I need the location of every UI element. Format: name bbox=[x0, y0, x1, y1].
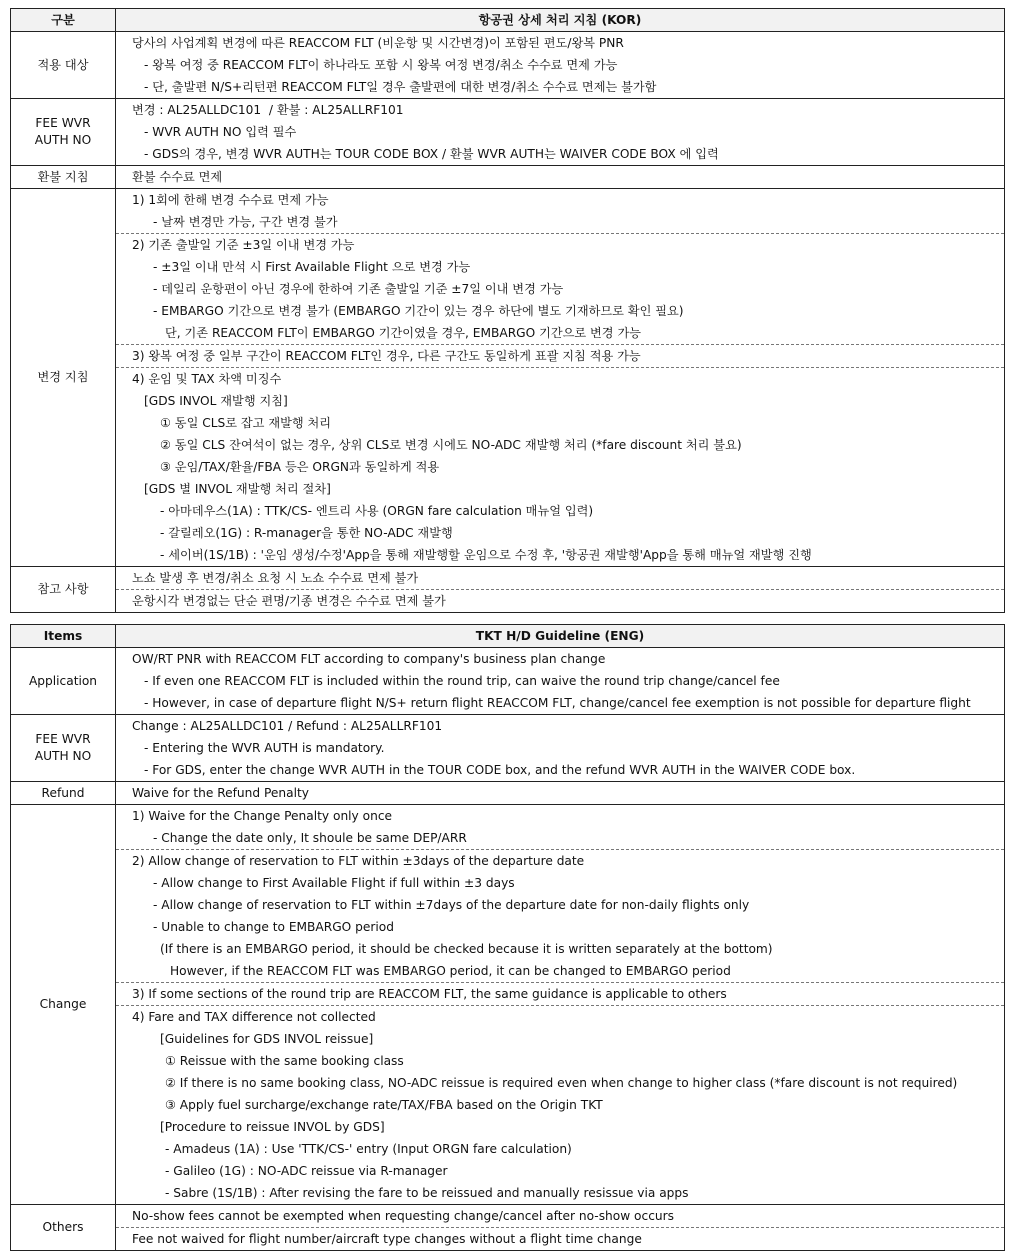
text-line: 노쇼 발생 후 변경/취소 요청 시 노쇼 수수료 면제 불가 bbox=[132, 571, 419, 585]
change-section-4 bbox=[116, 368, 1004, 566]
row-change bbox=[11, 189, 1004, 567]
text-line: - If even one REACCOM FLT is included within the round trip, can waive the round trip change/cancel fee bbox=[144, 674, 780, 688]
text-line: Fee not waived for flight number/aircraft type changes without a flight time change bbox=[132, 1232, 642, 1246]
change-section-2 bbox=[116, 234, 1004, 345]
text-line: 4) 운임 및 TAX 차액 미징수 bbox=[132, 372, 282, 386]
text-line: - Galileo (1G) : NO-ADC reissue via R-manager bbox=[165, 1164, 448, 1178]
text-line: 1) 1회에 한해 변경 수수료 면제 가능 bbox=[132, 193, 329, 207]
text-line: (If there is an EMBARGO period, it should be checked because it is written separately at the bottom) bbox=[160, 942, 773, 956]
text-line: ③ Apply fuel surcharge/exchange rate/TAX/FBA based on the Origin TKT bbox=[165, 1098, 603, 1112]
text-line: [GDS 별 INVOL 재발행 처리 절차] bbox=[144, 482, 331, 496]
text-line: - 아마데우스(1A) : TTK/CS- 엔트리 사용 (ORGN fare calculation 매뉴얼 입력) bbox=[160, 504, 594, 518]
text-line: - Entering the WVR AUTH is mandatory. bbox=[144, 741, 385, 755]
text-line: ② 동일 CLS 잔여석이 없는 경우, 상위 CLS로 변경 시에도 NO-ADC 재발행 처리 (*fare discount 처리 불요) bbox=[160, 438, 742, 452]
english-guideline-table bbox=[10, 624, 1005, 1251]
text-line: No-show fees cannot be exempted when requesting change/cancel after no-show occurs bbox=[132, 1209, 675, 1223]
row-others bbox=[11, 567, 1004, 612]
header-category: 구분 bbox=[11, 9, 116, 31]
text-line: ③ 운임/TAX/환율/FBA 등은 ORGN과 동일하게 적용 bbox=[160, 460, 440, 474]
row-content bbox=[116, 189, 1004, 566]
row-label: FEE WVR AUTH NO bbox=[11, 99, 116, 165]
text-line: - EMBARGO 기간으로 변경 불가 (EMBARGO 기간이 있는 경우 하단에 별도 기재하므로 확인 필요) bbox=[153, 304, 684, 318]
row-content bbox=[116, 782, 1004, 804]
text-line: 단, 기존 REACCOM FLT이 EMBARGO 기간이였을 경우, EMBARGO 기간으로 변경 가능 bbox=[165, 326, 642, 340]
change-section-3 bbox=[116, 345, 1004, 368]
row-label: 적용 대상 bbox=[11, 32, 116, 98]
text-line: - GDS의 경우, 변경 WVR AUTH는 TOUR CODE BOX / 환불 WVR AUTH는 WAIVER CODE BOX 에 입력 bbox=[144, 147, 719, 161]
text-line: - Sabre (1S/1B) : After revising the fare to be reissued and manually resissue via apps bbox=[165, 1186, 689, 1200]
korean-guideline-table bbox=[10, 8, 1005, 613]
row-content bbox=[116, 715, 1004, 781]
others-item bbox=[116, 1228, 1004, 1250]
row-label: Refund bbox=[11, 782, 116, 804]
row-fee-waiver bbox=[11, 99, 1004, 166]
row-application bbox=[11, 32, 1004, 99]
table-header bbox=[11, 625, 1004, 648]
row-label: 참고 사항 bbox=[11, 567, 116, 612]
text-line: - Change the date only, It shoule be same DEP/ARR bbox=[153, 831, 467, 845]
text-line: - 단, 출발편 N/S+리턴편 REACCOM FLT일 경우 출발편에 대한 변경/취소 수수료 면제는 불가함 bbox=[144, 80, 657, 94]
text-line: 3) If some sections of the round trip are REACCOM FLT, the same guidance is applicable to others bbox=[132, 987, 727, 1001]
text-line: 1) Waive for the Change Penalty only once bbox=[132, 809, 393, 823]
row-content bbox=[116, 32, 1004, 98]
change-section-1 bbox=[116, 189, 1004, 234]
text-line: - For GDS, enter the change WVR AUTH in the TOUR CODE box, and the refund WVR AUTH in the WAIVER CODE box. bbox=[144, 763, 856, 777]
row-content bbox=[116, 567, 1004, 612]
row-content bbox=[116, 1205, 1004, 1250]
row-label: Others bbox=[11, 1205, 116, 1250]
text-line: 2) Allow change of reservation to FLT within ±3days of the departure date bbox=[132, 854, 585, 868]
row-fee-waiver bbox=[11, 715, 1004, 782]
text-line: - 왕복 여정 중 REACCOM FLT이 하나라도 포함 시 왕복 여정 변경/취소 수수료 면제 가능 bbox=[144, 58, 618, 72]
row-content bbox=[116, 805, 1004, 1204]
text-line: - Allow change to First Available Flight if full within ±3 days bbox=[153, 876, 515, 890]
row-label: FEE WVR AUTH NO bbox=[11, 715, 116, 781]
row-application bbox=[11, 648, 1004, 715]
row-content bbox=[116, 166, 1004, 188]
header-title: 항공권 상세 처리 지침 (KOR) bbox=[478, 13, 642, 27]
text-line: Change : AL25ALLDC101 / Refund : AL25ALLRF101 bbox=[132, 719, 443, 733]
text-line: - Unable to change to EMBARGO period bbox=[153, 920, 394, 934]
text-line: However, if the REACCOM FLT was EMBARGO period, it can be changed to EMBARGO period bbox=[170, 964, 731, 978]
text-line: OW/RT PNR with REACCOM FLT according to company's business plan change bbox=[132, 652, 606, 666]
text-line: - 갈릴레오(1G) : R-manager을 통한 NO-ADC 재발행 bbox=[160, 526, 453, 540]
text-line: ① 동일 CLS로 잡고 재발행 처리 bbox=[160, 416, 332, 430]
text-line: Waive for the Refund Penalty bbox=[132, 786, 309, 800]
header-title: TKT H/D Guideline (ENG) bbox=[475, 629, 645, 643]
text-line: [Guidelines for GDS INVOL reissue] bbox=[160, 1032, 374, 1046]
row-label: Change bbox=[11, 805, 116, 1204]
change-section-4 bbox=[116, 1006, 1004, 1204]
text-line: 변경 : AL25ALLDC101 / 환불 : AL25ALLRF101 bbox=[132, 103, 404, 117]
text-line: 환불 수수료 면제 bbox=[132, 170, 223, 184]
change-section-1 bbox=[116, 805, 1004, 850]
others-item bbox=[116, 1205, 1004, 1228]
change-section-2 bbox=[116, 850, 1004, 983]
text-line: - 날짜 변경만 가능, 구간 변경 불가 bbox=[153, 215, 338, 229]
text-line: - Allow change of reservation to FLT within ±7days of the departure date for non-daily flights only bbox=[153, 898, 750, 912]
text-line: 4) Fare and TAX difference not collected bbox=[132, 1010, 376, 1024]
text-line: 3) 왕복 여정 중 일부 구간이 REACCOM FLT인 경우, 다른 구간도 동일하게 표괄 지침 적용 가능 bbox=[132, 349, 641, 363]
row-content bbox=[116, 648, 1004, 714]
row-label: Application bbox=[11, 648, 116, 714]
row-change bbox=[11, 805, 1004, 1205]
text-line: 당사의 사업계획 변경에 따른 REACCOM FLT (비운항 및 시간변경)이 포함된 편도/왕복 PNR bbox=[132, 36, 624, 50]
row-label: 환불 지침 bbox=[11, 166, 116, 188]
text-line: - WVR AUTH NO 입력 필수 bbox=[144, 125, 297, 139]
header-category: Items bbox=[11, 625, 116, 647]
table-header bbox=[11, 9, 1004, 32]
text-line: [Procedure to reissue INVOL by GDS] bbox=[160, 1120, 385, 1134]
text-line: - Amadeus (1A) : Use 'TTK/CS-' entry (Input ORGN fare calculation) bbox=[165, 1142, 572, 1156]
text-line: - 세이버(1S/1B) : '운임 생성/수정'App을 통해 재발행할 운임으로 수정 후, '항공권 재발행'App을 통해 매뉴얼 재발행 진행 bbox=[160, 548, 812, 562]
change-section-3 bbox=[116, 983, 1004, 1006]
row-others bbox=[11, 1205, 1004, 1250]
text-line: ① Reissue with the same booking class bbox=[165, 1054, 404, 1068]
row-refund bbox=[11, 166, 1004, 189]
text-line: - 데일리 운항편이 아닌 경우에 한하여 기존 출발일 기준 ±7일 이내 변경 가능 bbox=[153, 282, 564, 296]
row-refund bbox=[11, 782, 1004, 805]
text-line: 2) 기존 출발일 기준 ±3일 이내 변경 가능 bbox=[132, 238, 355, 252]
others-item bbox=[116, 590, 1004, 612]
text-line: [GDS INVOL 재발행 지침] bbox=[144, 394, 288, 408]
text-line: - However, in case of departure flight N/S+ return flight REACCOM FLT, change/cancel fee exemption is not possible for departure flight bbox=[144, 696, 971, 710]
text-line: - ±3일 이내 만석 시 First Available Flight 으로 변경 가능 bbox=[153, 260, 471, 274]
others-item bbox=[116, 567, 1004, 590]
text-line: ② If there is no same booking class, NO-ADC reissue is required even when change to higher class (*fare discount is not required) bbox=[165, 1076, 958, 1090]
row-label: 변경 지침 bbox=[11, 189, 116, 566]
row-content bbox=[116, 99, 1004, 165]
text-line: 운항시각 변경없는 단순 편명/기종 변경은 수수료 면제 불가 bbox=[132, 594, 446, 608]
